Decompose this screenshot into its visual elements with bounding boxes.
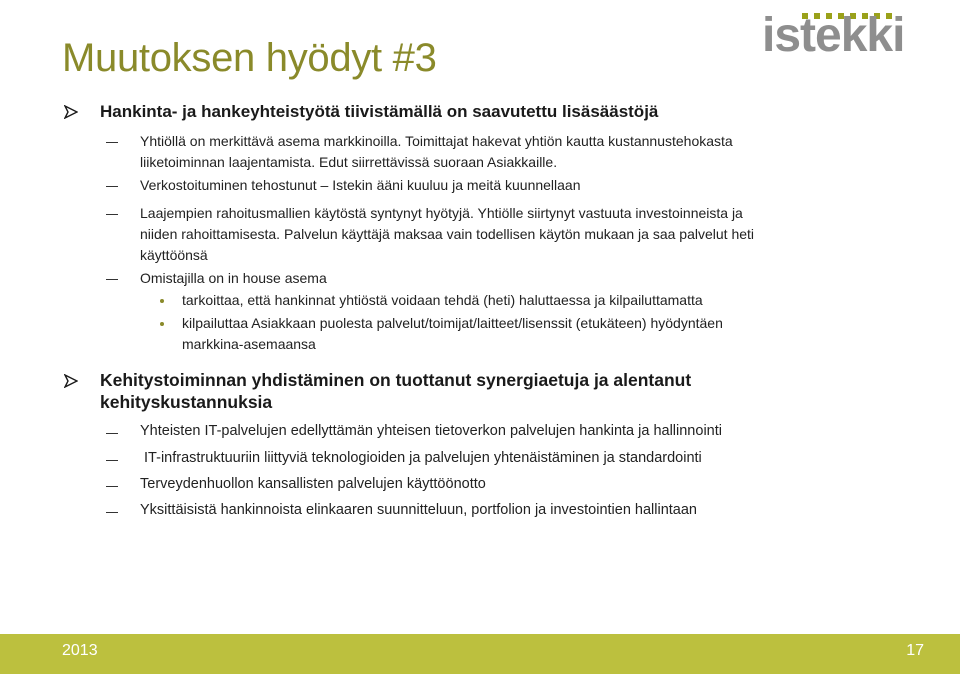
- dash-marker: [106, 186, 118, 187]
- bullet-dot: [160, 322, 164, 326]
- section2-item-3: Terveydenhuollon kansallisten palvelujen käyttöönotto: [140, 476, 486, 492]
- dash-marker: [106, 433, 118, 434]
- arrow-bullet-icon: [64, 105, 78, 119]
- slide-title: Muutoksen hyödyt #3: [62, 36, 437, 80]
- dash-marker: [106, 214, 118, 215]
- section2-heading: Kehitystoiminnan yhdistäminen on tuottanut synergiaetuja ja alentanut kehityskustannuksia: [100, 370, 692, 412]
- dash-marker: [106, 279, 118, 280]
- section2-item-2: IT-infrastruktuuriin liittyviä teknologioiden ja palvelujen yhtenäistäminen ja standardointi: [140, 450, 702, 466]
- dash-marker: [106, 460, 118, 461]
- section1-item-4: Omistajilla on in house asema: [140, 270, 327, 286]
- dash-marker: [106, 486, 118, 487]
- footer-bar: [0, 634, 960, 674]
- arrow-bullet-icon: [64, 374, 78, 388]
- section1-item-3: Laajempien rahoitusmallien käytöstä syntynyt hyötyjä. Yhtiölle siirtynyt vastuuta investoinneista ja niiden rahoittamisesta. Palvelun käyttäjä maksaa vain todellisen käytön mukaan ja saa palvelut heti käyttöönsä: [140, 205, 755, 263]
- section1-item-2: Verkostoituminen tehostunut – Istekin ääni kuuluu ja meitä kuunnellaan: [140, 177, 581, 193]
- section1-heading: Hankinta- ja hankeyhteistyötä tiivistämällä on saavutettu lisäsäästöjä: [100, 102, 659, 121]
- dash-marker: [106, 142, 118, 143]
- logo-wordmark: istekki: [762, 9, 905, 62]
- bullet-dot: [160, 299, 164, 303]
- page-number: 17: [906, 642, 924, 659]
- section1-bullet-1: tarkoittaa, että hankinnat yhtiöstä voidaan tehdä (heti) haluttaessa ja kilpailuttamatta: [182, 292, 703, 308]
- section1-item-1: Yhtiöllä on merkittävä asema markkinoilla. Toimittajat hakevat yhtiön kautta kustannustehokasta liiketoiminnan laajentamista. Edut siirrettävissä suoraan Asiakkaille.: [140, 133, 733, 170]
- section2-item-1: Yhteisten IT-palvelujen edellyttämän yhteisen tietoverkon palvelujen hankinta ja hallinnointi: [140, 423, 722, 439]
- footer-year: 2013: [62, 642, 98, 659]
- istekki-logo: [762, 6, 922, 62]
- section1-bullet-2: kilpailuttaa Asiakkaan puolesta palvelut/toimijat/laitteet/lisenssit (etukäteen) hyödyntäen markkina-asemaansa: [182, 315, 723, 352]
- section2-item-4: Yksittäisistä hankinnoista elinkaaren suunnitteluun, portfolion ja investointien hallintaan: [140, 502, 697, 518]
- dash-marker: [106, 512, 118, 513]
